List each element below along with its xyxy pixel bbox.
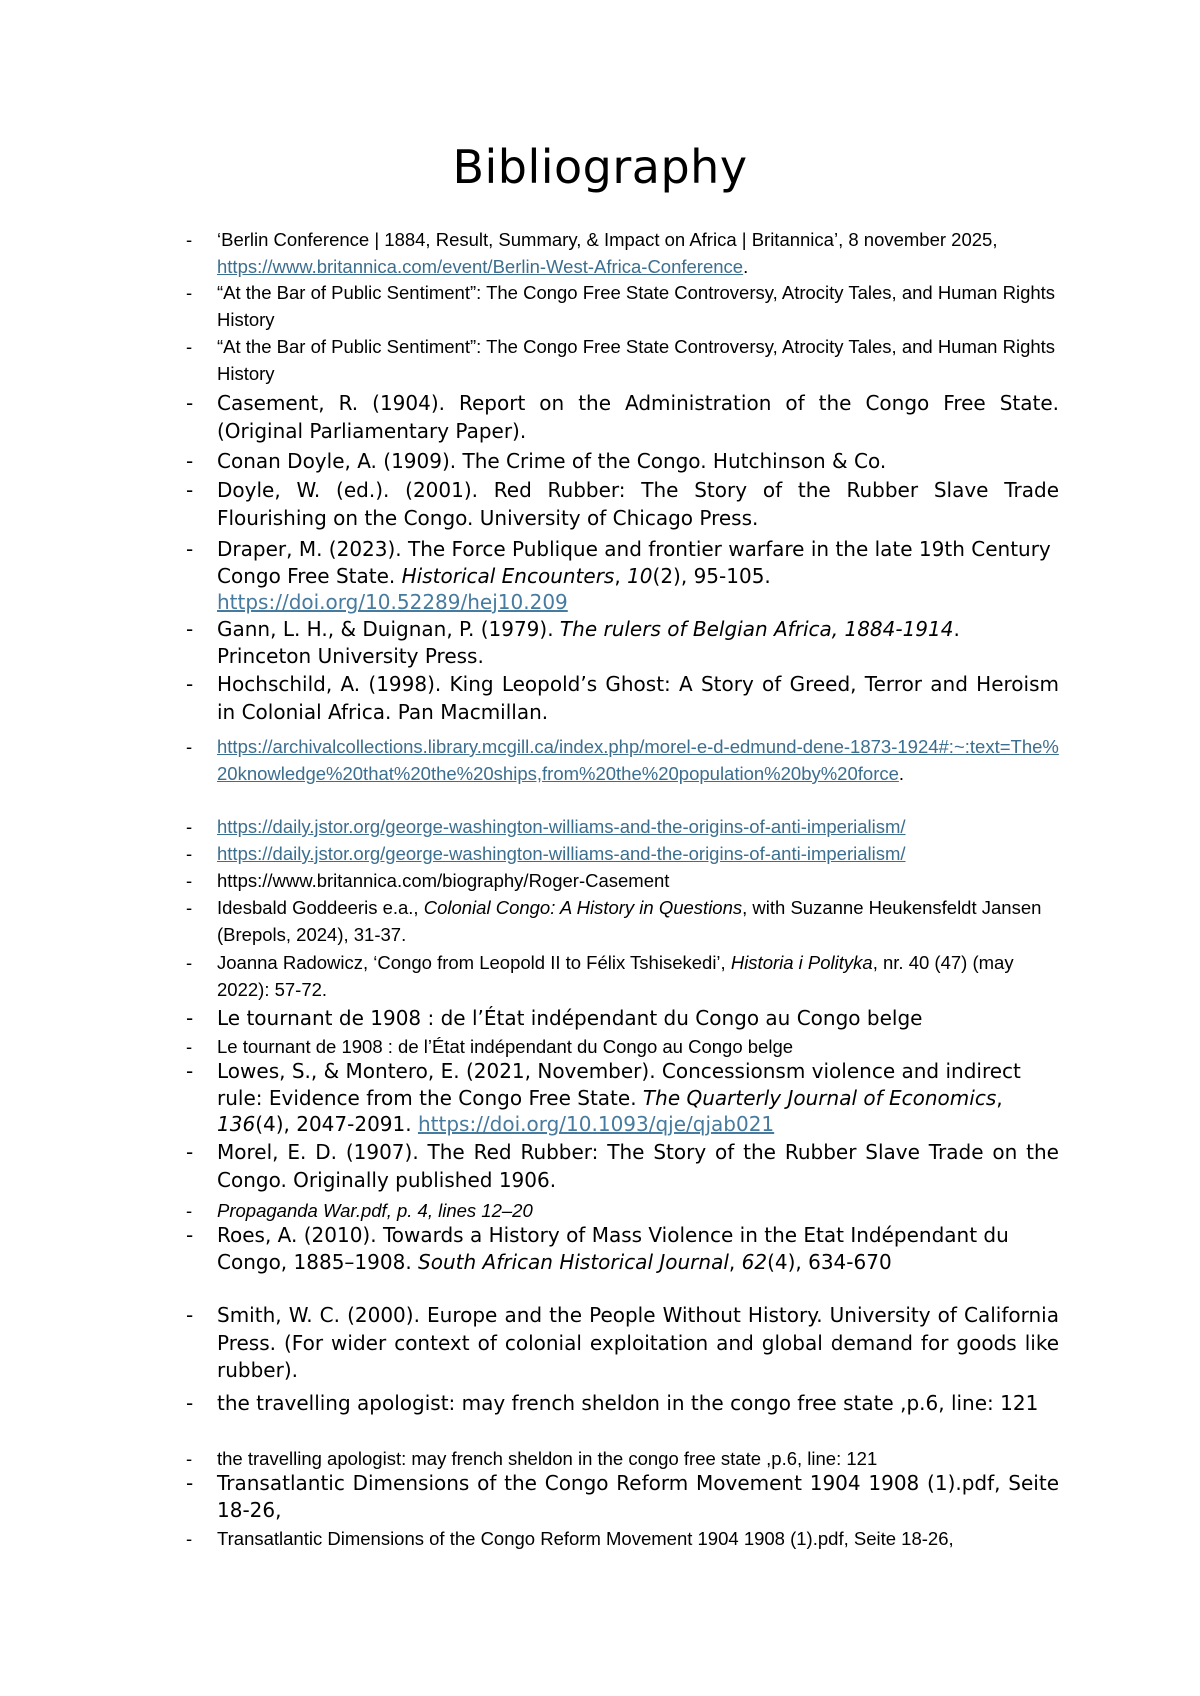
bullet-dash: - <box>186 282 193 303</box>
bullet-dash: - <box>186 478 194 502</box>
journal-title: The Quarterly Journal of Economics <box>642 1085 997 1110</box>
bullet-dash: - <box>186 816 193 837</box>
doi-link[interactable]: https://doi.org/10.1093/qje/qjab021 <box>417 1112 775 1136</box>
bullet-dash: - <box>186 1006 194 1030</box>
entry-text: Transatlantic Dimensions of the Congo Reform Movement 1904 1908 (1).pdf, Seite 18-26, <box>217 1471 1059 1522</box>
entry-text: Smith, W. C. (2000). Europe and the People Without History. University of California Press. (For wider context of colonial exploitation and global demand for goods like rubber). <box>217 1303 1059 1382</box>
doi-link[interactable]: https://doi.org/10.52289/hej10.209 <box>217 590 568 614</box>
bullet-dash: - <box>186 897 193 918</box>
bullet-dash: - <box>186 1391 194 1415</box>
entry-text: (4), 634-670 <box>767 1249 892 1274</box>
bibliography-entry <box>186 1058 1059 1138</box>
bullet-dash: - <box>186 1223 194 1247</box>
bullet-dash: - <box>186 449 194 473</box>
entry-text: Transatlantic Dimensions of the Congo Reform Movement 1904 1908 (1).pdf, Seite 18-26, <box>217 1528 954 1549</box>
bibliography-entry <box>186 894 1059 948</box>
bullet-dash: - <box>186 336 193 357</box>
bibliography-entry <box>186 1390 1059 1417</box>
jstor-link[interactable]: https://daily.jstor.org/george-washington-williams-and-the-origins-of-anti-imperialism/ <box>217 843 906 864</box>
entry-text: , nr. 40 (47) (may 2022): 57-72. <box>217 952 1014 1000</box>
bullet-dash: - <box>186 537 194 561</box>
entry-text: Joanna Radowicz, ‘Congo from Leopold II to Félix Tshisekedi’, <box>217 952 731 973</box>
bibliography-entry <box>186 949 1059 1003</box>
bibliography-entry <box>186 333 1059 387</box>
entry-text: Casement, R. (1904). Report on the Administration of the Congo Free State. (Original Parliamentary Paper). <box>217 391 1059 443</box>
volume-number: 62 <box>741 1249 768 1274</box>
entry-text: Roes, A. (2010). Towards a History of Mass Violence in the Etat Indépendant du Congo, 1885–1908. <box>217 1223 1009 1274</box>
bullet-dash: - <box>186 1303 194 1327</box>
entry-text: ‘Berlin Conference | 1884, Result, Summary, & Impact on Africa | Britannica’, 8 november 2025, <box>217 229 998 250</box>
journal-title: Historia i Polityka <box>730 952 873 973</box>
entry-text: Le tournant de 1908 : de l’État indépendant du Congo au Congo belge <box>217 1006 923 1030</box>
bibliography-entry <box>186 616 1059 669</box>
bibliography-entry <box>186 1222 1059 1275</box>
bibliography-entry <box>186 279 1059 333</box>
entry-text: the travelling apologist: may french sheldon in the congo free state ,p.6, line: 121 <box>217 1448 878 1469</box>
bullet-dash: - <box>186 1471 194 1495</box>
book-title: The rulers of Belgian Africa, 1884-1914 <box>559 617 954 641</box>
bullet-dash: - <box>186 617 194 641</box>
bibliography-entry <box>186 1139 1059 1194</box>
bibliography-entry <box>186 1525 1059 1552</box>
bibliography-entry <box>186 840 1059 867</box>
entry-text: Lowes, S., & Montero, E. (2021, November). Concessionsm violence and indirect rule: Evidence from the Congo Free State. <box>217 1059 1021 1110</box>
entry-text: . Princeton University Press. <box>217 617 960 668</box>
entry-text: (4), 2047-2091. <box>255 1112 418 1136</box>
page-title: Bibliography <box>452 140 748 194</box>
bullet-dash: - <box>186 672 194 696</box>
entry-text: the travelling apologist: may french sheldon in the congo free state ,p.6, line: 121 <box>217 1391 1039 1415</box>
entry-text: Gann, L. H., & Duignan, P. (1979). <box>217 617 560 641</box>
bibliography-entry <box>186 813 1059 840</box>
bibliography-entry <box>186 536 1059 616</box>
bibliography-entry <box>186 448 1059 476</box>
bibliography-entry <box>186 226 1059 280</box>
bullet-dash: - <box>186 229 193 250</box>
bullet-dash: - <box>186 1528 193 1549</box>
entry-text: , <box>996 1085 1003 1110</box>
entry-text: https://www.britannica.com/biography/Roger-Casement <box>217 870 670 891</box>
bullet-dash: - <box>186 391 194 415</box>
entry-text: , <box>728 1249 742 1274</box>
bullet-dash: - <box>186 952 193 973</box>
bullet-dash: - <box>186 1036 193 1057</box>
entry-text: Le tournant de 1908 : de l’État indépendant du Congo au Congo belge <box>217 1036 794 1057</box>
entry-text: . <box>898 763 905 784</box>
entry-text: (2), 95-105. <box>652 563 771 588</box>
entry-text: Conan Doyle, A. (1909). The Crime of the Congo. Hutchinson & Co. <box>217 449 887 473</box>
entry-text: Hochschild, A. (1998). King Leopold’s Ghost: A Story of Greed, Terror and Heroism in Colonial Africa. Pan Macmillan. <box>217 672 1059 724</box>
entry-text: Morel, E. D. (1907). The Red Rubber: The Story of the Rubber Slave Trade on the Congo. Originally published 1906. <box>217 1140 1059 1192</box>
journal-title: Historical Encounters <box>401 563 615 588</box>
jstor-link[interactable]: https://daily.jstor.org/george-washington-williams-and-the-origins-of-anti-imperialism/ <box>217 816 906 837</box>
bibliography-entry <box>186 733 1059 787</box>
journal-title: South African Historical Journal <box>418 1249 729 1274</box>
bullet-dash: - <box>186 1200 193 1221</box>
bullet-dash: - <box>186 736 193 757</box>
bibliography-entry <box>186 1005 1059 1033</box>
archive-link[interactable]: https://archivalcollections.library.mcgill.ca/index.php/morel-e-d-edmund-dene-1873-1924#:~:text=The%20knowledge%20that%20the%20ships,from%20the%20population%20by%20force <box>217 736 1059 784</box>
entry-text: “At the Bar of Public Sentiment”: The Congo Free State Controversy, Atrocity Tales, and Human Rights History <box>217 336 1056 384</box>
bibliography-entry <box>186 867 1059 894</box>
bullet-dash: - <box>186 843 193 864</box>
entry-text: Doyle, W. (ed.). (2001). Red Rubber: The Story of the Rubber Slave Trade Flourishing on the Congo. University of Chicago Press. <box>217 478 1059 530</box>
entry-text: Draper, M. (2023). The Force Publique and frontier warfare in the late 19th Century Congo Free State. <box>217 537 1051 588</box>
entry-text: , <box>614 563 628 588</box>
bullet-dash: - <box>186 870 193 891</box>
file-reference: Propaganda War.pdf, p. 4, lines 12–20 <box>217 1200 533 1221</box>
bibliography-entry <box>186 390 1059 445</box>
bullet-dash: - <box>186 1140 194 1164</box>
bullet-dash: - <box>186 1448 193 1469</box>
entry-text: , with Suzanne Heukensfeldt Jansen (Brepols, 2024), 31-37. <box>217 897 1042 945</box>
bibliography-entry <box>186 1197 1059 1224</box>
entry-text: “At the Bar of Public Sentiment”: The Congo Free State Controversy, Atrocity Tales, and Human Rights History <box>217 282 1056 330</box>
entry-link[interactable]: https://www.britannica.com/event/Berlin-West-Africa-Conference <box>217 256 744 277</box>
bullet-dash: - <box>186 1059 194 1083</box>
entry-text: Idesbald Goddeeris e.a., <box>217 897 424 918</box>
bibliography-entry <box>186 1470 1059 1523</box>
bibliography-entry <box>186 1445 1059 1472</box>
book-title: Colonial Congo: A History in Questions <box>423 897 743 918</box>
bibliography-entry <box>186 477 1059 532</box>
bibliography-entry <box>186 1033 1059 1060</box>
bibliography-entry <box>186 671 1059 726</box>
volume-number: 136 <box>217 1112 256 1136</box>
volume-number: 10 <box>627 563 653 588</box>
entry-text: . <box>743 256 749 277</box>
bibliography-entry <box>186 1302 1059 1385</box>
